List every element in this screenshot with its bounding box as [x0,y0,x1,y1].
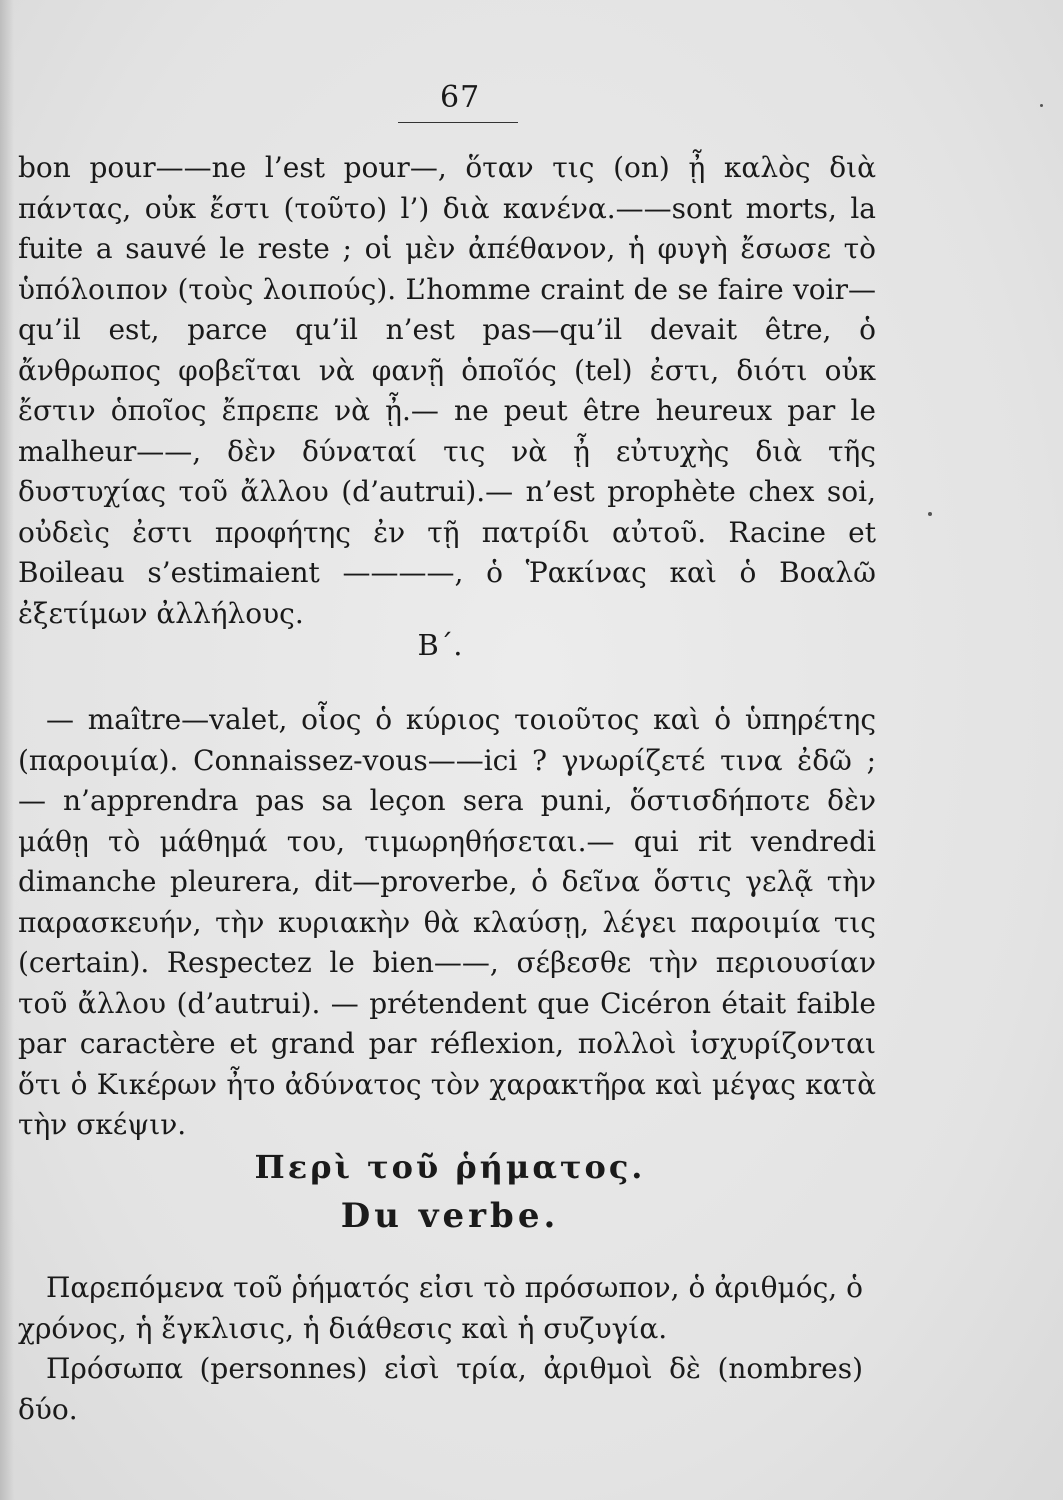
chapter-heading-greek: Περὶ τοῦ ῥήματος. [254,1148,646,1186]
exercise-paragraph-a-text: bon pour——ne l’est pour—, ὅταν τις (on) ᾖ καλὸς διὰ πάντας, οὐκ ἔστι (τοῦτο) l’) διὰ κανένα.——sont morts, la fuite a sauvé le reste ; οἱ μὲν ἀπέθανον, ἡ φυγὴ ἔσωσε τὸ ὑπόλοιπον (τοὺς λοιπούς). L’homme craint de se faire voir—qu’il est, parce qu’il n’est pas—qu’il devait être, ὁ ἄνθρωπος φοβεῖται νὰ φανῇ ὁποῖός (tel) ἐστι, διότι οὐκ ἔστιν ὁποῖος ἔπρεπε νὰ ᾖ.— ne peut être heureux par le malheur——, δὲν δύναταί τις νὰ ᾖ εὐτυχὴς διὰ τῆς δυστυχίας τοῦ ἄλλου (d’autrui).— n’est prophète chex soi, οὐδεὶς ἐστι προφήτης ἐν τῇ πατρίδι αὐτοῦ. Racine et Boileau s’estimaient ————, ὁ Ῥακίνας καὶ ὁ Βοαλῶ ἐξετίμων ἀλλήλους. [18,151,876,630]
paper-speck [928,512,932,516]
chapter-heading-french: Du verbe. [340,1196,560,1236]
exercise-paragraph-a [18,148,876,634]
verb-introduction-first: Παρεπόμενα τοῦ ῥήματός εἰσι τὸ πρόσωπον, ὁ ἀριθμός, ὁ χρόνος, ἡ ἔγκλισις, ἡ διάθεσις καὶ ἡ συζυγία. [18,1271,863,1345]
paper-speck [1040,104,1043,107]
verb-introduction-second: Πρόσωπα (personnes) εἰσὶ τρία, ἀριθμοὶ δὲ (nombres) δύο. [18,1352,863,1426]
header-rule [398,122,518,123]
exercise-paragraph-b [18,700,876,1146]
verb-introduction [18,1268,863,1430]
section-mark: Β΄. [417,628,463,662]
page-edge-shadow [0,0,14,1500]
exercise-paragraph-b-text: — maître—valet, οἷος ὁ κύριος τοιοῦτος καὶ ὁ ὑπηρέτης (παροιμία). Connaissez-vous——ici ? γνωρίζετέ τινα ἐδῶ ; — n’apprendra pas sa leçon sera puni, ὅστισδήποτε δὲν μάθῃ τὸ μάθημά του, τιμωρηθήσεται.— qui rit vendredi dimanche pleurera, dit—proverbe, ὁ δεῖνα ὅστις γελᾷ τὴν παρασκευήν, τὴν κυριακὴν θὰ κλαύσῃ, λέγει παροιμία τις (certain). Respectez le bien——, σέβεσθε τὴν περιουσίαν τοῦ ἄλλου (d’autrui). — prétendent que Cicéron était faible par caractère et grand par réflexion, πολλοὶ ἰσχυρίζονται ὅτι ὁ Κικέρων ἦτο ἀδύνατος τὸν χαρακτῆρα καὶ μέγας κατὰ τὴν σκέψιν. [18,703,876,1141]
page-number: 67 [440,80,481,115]
